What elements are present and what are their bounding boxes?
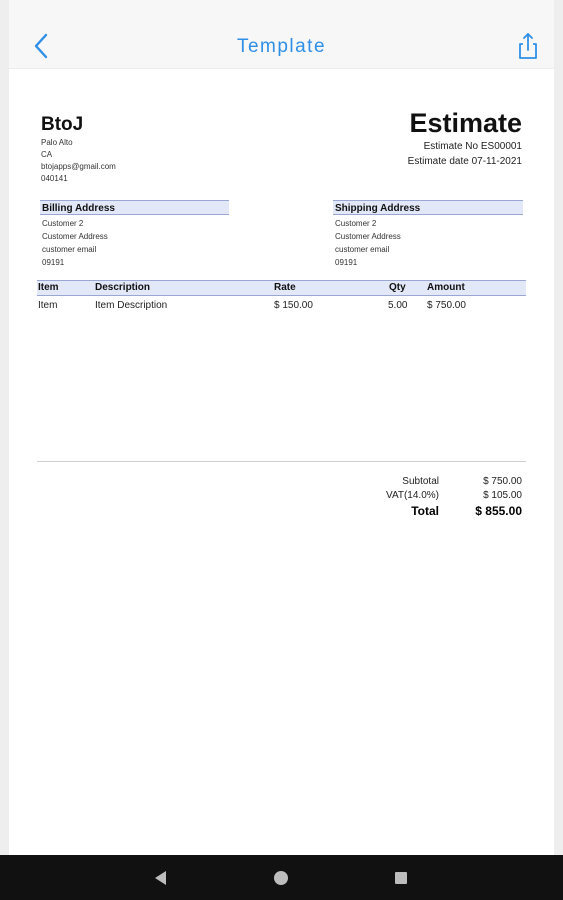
column-header-item: Item (38, 282, 59, 293)
nav-recents-button[interactable] (390, 867, 412, 889)
row-amount: $ 750.00 (427, 300, 466, 311)
totals-divider (37, 461, 526, 462)
estimate-number: Estimate No ES00001 (423, 141, 522, 152)
company-state: CA (41, 150, 53, 159)
nav-home-button[interactable] (270, 867, 292, 889)
subtotal-label: Subtotal (402, 476, 439, 487)
shipping-name: Customer 2 (335, 219, 377, 228)
page-title: Template (236, 36, 327, 57)
billing-address-heading: Billing Address (40, 200, 229, 215)
column-header-qty: Qty (389, 282, 406, 293)
triangle-back-icon (150, 867, 172, 889)
company-email: btojapps@gmail.com (41, 162, 116, 171)
row-rate: $ 150.00 (274, 300, 313, 311)
circle-home-icon (270, 867, 292, 889)
square-recents-icon (390, 867, 412, 889)
column-header-amount: Amount (427, 282, 465, 293)
shipping-email: customer email (335, 245, 390, 254)
right-frame (554, 0, 563, 855)
left-frame (0, 0, 9, 855)
estimate-date: Estimate date 07-11-2021 (407, 156, 522, 167)
billing-email: customer email (42, 245, 97, 254)
total-label: Total (411, 504, 439, 518)
estimate-document (9, 69, 554, 855)
column-header-rate: Rate (274, 282, 296, 293)
document-title: Estimate (409, 108, 522, 138)
shipping-address-heading: Shipping Address (333, 200, 523, 215)
company-name: BtoJ (41, 114, 84, 135)
billing-name: Customer 2 (42, 219, 84, 228)
vat-value: $ 105.00 (483, 490, 522, 501)
row-item: Item (38, 300, 58, 311)
shipping-address: Customer Address (335, 232, 401, 241)
vat-label: VAT(14.0%) (386, 490, 439, 501)
share-icon (516, 31, 540, 61)
company-zip: 040141 (41, 174, 68, 183)
shipping-zip: 09191 (335, 258, 358, 267)
row-qty: 5.00 (388, 300, 408, 311)
top-app-bar (9, 0, 554, 69)
system-navigation-bar (0, 855, 563, 900)
row-description: Item Description (95, 300, 168, 311)
share-button[interactable] (516, 31, 540, 61)
column-header-description: Description (95, 282, 151, 293)
nav-back-button[interactable] (150, 867, 172, 889)
billing-zip: 09191 (42, 258, 65, 267)
company-city: Palo Alto (41, 138, 73, 147)
billing-address: Customer Address (42, 232, 108, 241)
items-table-header (37, 280, 526, 296)
subtotal-value: $ 750.00 (483, 476, 522, 487)
total-value: $ 855.00 (475, 504, 522, 518)
